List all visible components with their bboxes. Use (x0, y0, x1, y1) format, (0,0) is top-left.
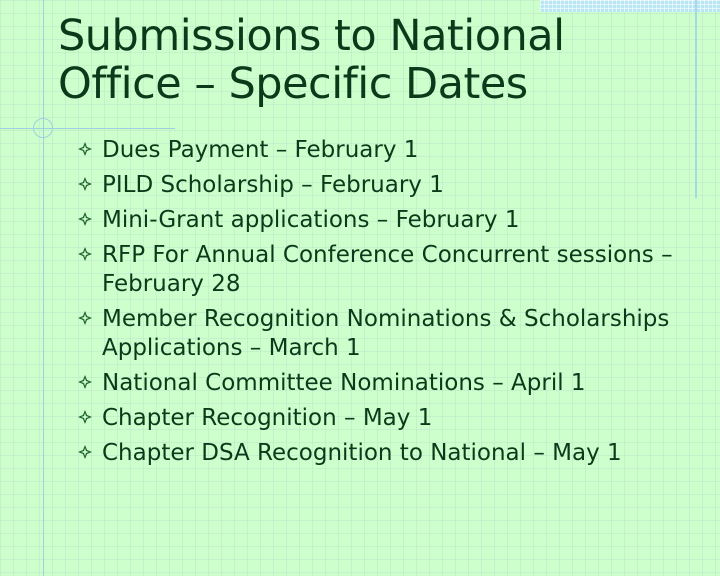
bullet-item (78, 404, 698, 433)
title-line-2: Office – Specific Dates (58, 59, 528, 110)
diamond-sparkle-icon (78, 247, 92, 261)
bullet-text: Dues Payment – February 1 (102, 137, 419, 163)
diamond-sparkle-icon (78, 445, 92, 459)
bullet-text: Chapter Recognition – May 1 (102, 405, 433, 431)
diamond-sparkle-icon (78, 177, 92, 191)
bullet-item (78, 241, 698, 299)
diamond-sparkle-icon (78, 410, 92, 424)
diamond-sparkle-icon (78, 375, 92, 389)
bullet-item (78, 206, 698, 235)
decorative-vertical-line (43, 0, 44, 576)
bullet-text: Mini-Grant applications – February 1 (102, 207, 520, 233)
decorative-horizontal-line (0, 128, 175, 129)
bullet-text: PILD Scholarship – February 1 (102, 172, 444, 198)
decorative-top-strip (540, 0, 720, 12)
bullet-item (78, 439, 698, 468)
bullet-item (78, 305, 698, 363)
diamond-sparkle-icon (78, 311, 92, 325)
bullet-text: National Committee Nominations – April 1 (102, 370, 586, 396)
title-line-1: Submissions to National (58, 11, 565, 61)
bullet-text: Member Recognition Nominations & Scholarships Applications – March 1 (102, 306, 670, 361)
diamond-sparkle-icon (78, 212, 92, 226)
diamond-sparkle-icon (78, 142, 92, 156)
decorative-circle (33, 118, 53, 138)
bullet-item (78, 171, 698, 200)
bullet-list (78, 136, 698, 474)
bullet-text: Chapter DSA Recognition to National – May 1 (102, 440, 622, 466)
bullet-item (78, 136, 698, 165)
slide-title (58, 12, 678, 108)
bullet-text: RFP For Annual Conference Concurrent sessions – February 28 (102, 242, 673, 297)
bullet-item (78, 369, 698, 398)
